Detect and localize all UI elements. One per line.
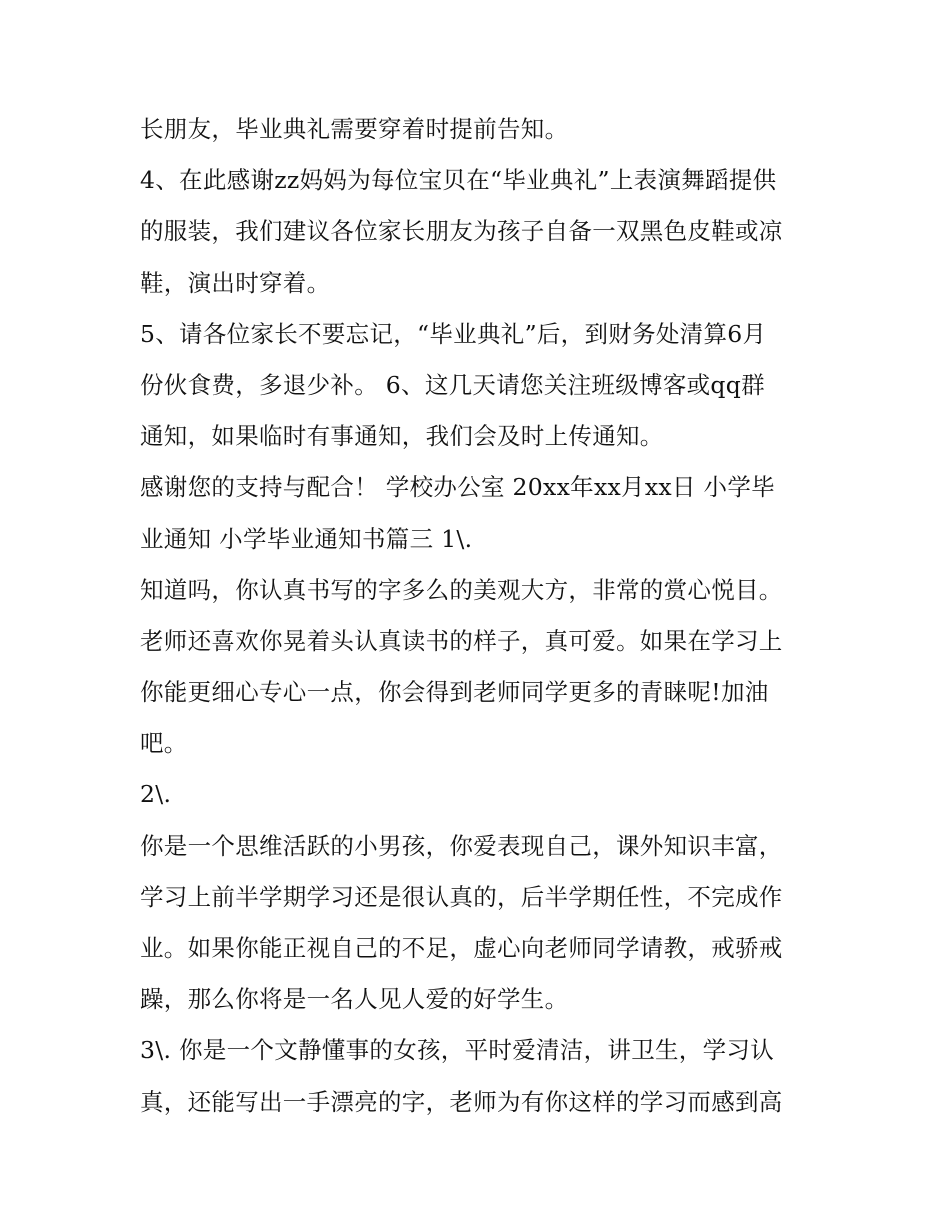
text-line: 通知，如果临时有事通知，我们会及时上传通知。 [140, 422, 664, 451]
text-line: 业。如果你能正视自己的不足，虚心向老师同学请教，戒骄戒 [140, 934, 783, 962]
text-line: 的服装，我们建议各位家长朋友为孩子自备一双黑色皮鞋或凉 [140, 217, 783, 246]
text-line: 知道吗，你认真书写的字多么的美观大方，非常的赏心悦目。 [140, 575, 783, 604]
text-line: 鞋，演出时穿着。 [140, 268, 331, 297]
text-line: 你能更细心专心一点，你会得到老师同学更多的青睐呢!加油 [140, 678, 769, 707]
text-line: 3\. 你是一个文静懂事的女孩，平时爱清洁，讲卫生，学习认 [140, 1036, 775, 1065]
text-line: 感谢您的支持与配合！ 学校办公室 20xx年xx月xx日 小学毕 [140, 473, 775, 502]
text-line: 2\. [140, 780, 172, 809]
text-line: 吧。 [140, 729, 188, 758]
text-line: 学习上前半学期学习还是很认真的，后半学期任性，不完成作 [140, 882, 783, 911]
text-line: 躁，那么你将是一名人见人爱的好学生。 [140, 985, 569, 1014]
text-line: 5、请各位家长不要忘记，“毕业典礼”后，到财务处清算6月 [140, 319, 767, 348]
text-line: 真，还能写出一手漂亮的字，老师为有你这样的学习而感到高 [140, 1087, 783, 1116]
text-line: 长朋友，毕业典礼需要穿着时提前告知。 [140, 115, 569, 143]
document-body [140, 104, 820, 1128]
text-line: 业通知 小学毕业通知书篇三 1\. [140, 524, 473, 553]
text-line: 你是一个思维活跃的小男孩，你爱表现自己，课外知识丰富， [140, 831, 783, 860]
text-line: 份伙食费，多退少补。 6、这几天请您关注班级博客或qq群 [140, 370, 765, 399]
text-line: 4、在此感谢zz妈妈为每位宝贝在“毕业典礼”上表演舞蹈提供 [140, 166, 777, 195]
text-line: 老师还喜欢你晃着头认真读书的样子，真可爱。如果在学习上 [140, 626, 783, 655]
